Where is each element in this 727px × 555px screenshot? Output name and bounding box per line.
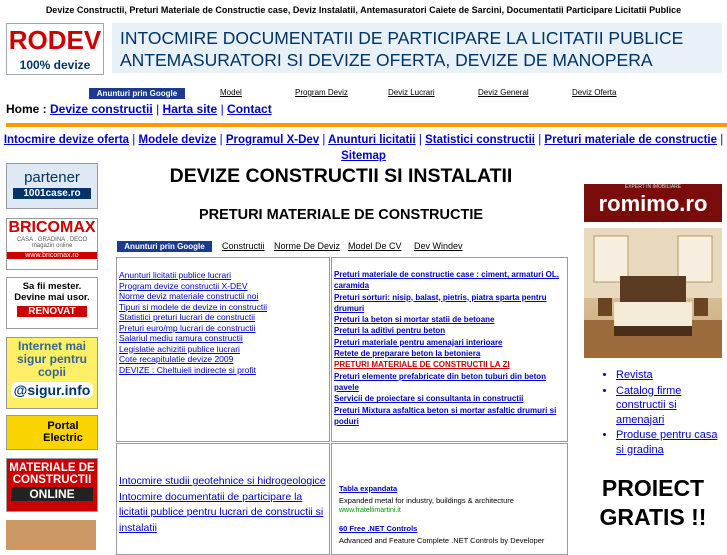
ad-proiect-gratis[interactable]: [584, 474, 722, 532]
ad-title-net-controls[interactable]: 60 Free .NET Controls: [339, 524, 418, 533]
list-item[interactable]: Cote recapitulatie devize 2009: [119, 354, 234, 364]
gtool-link-model-cv[interactable]: Model De CV: [348, 241, 402, 251]
separator: |: [220, 102, 224, 116]
toolbar-link-model[interactable]: Model: [220, 88, 242, 97]
right-links: [586, 368, 726, 458]
ad-bricomax-tag2: magazin online: [31, 243, 73, 249]
list-item[interactable]: Preturi materiale de constructie case : ciment, armaturi OL, caramida: [334, 270, 559, 291]
list-item[interactable]: Intocmire documentatii de participare la licitatii publice pentru lucrari de constructii si instalatii: [119, 490, 324, 534]
separator: |: [156, 102, 160, 116]
list-item[interactable]: Retete de preparare beton la betoniera: [334, 349, 481, 359]
ad-bottom-image[interactable]: [6, 520, 96, 550]
list-item-highlight[interactable]: PRETURI MATERIALE DE CONSTRUCTII LA ZI: [334, 360, 510, 370]
right-link-produse[interactable]: • Produse pentru casa si gradina: [616, 428, 726, 457]
list-item[interactable]: Preturi Mixtura asfaltica beton si mortar asfaltic drumuri si poduri: [334, 405, 557, 426]
links-box-devize: [116, 257, 330, 442]
ad-materiale-online: ONLINE: [11, 487, 93, 501]
orange-divider: [6, 123, 727, 127]
nav-statistici-constructii[interactable]: Statistici constructii: [425, 134, 536, 146]
ad-bricomax-name: BRICOMAX: [8, 219, 96, 236]
breadcrumb: [6, 102, 272, 116]
breadcrumb-harta-site[interactable]: Harta site: [162, 102, 218, 116]
banner-line-1: INTOCMIRE DOCUMENTATII DE PARTICIPARE LA LICITATII PUBLICE: [120, 28, 684, 48]
ad-romimo[interactable]: [584, 184, 722, 222]
ad-bricomax[interactable]: [6, 218, 98, 270]
ad-materiale-text: MATERIALE DE CONSTRUCTII: [9, 462, 95, 486]
ad-partener-1001case[interactable]: [6, 163, 98, 209]
ad-portal-electric[interactable]: [6, 415, 98, 450]
rodev-logo[interactable]: [6, 23, 104, 75]
page-subtitle: PRETURI MATERIALE DE CONSTRUCTIE: [198, 207, 484, 223]
nav-modele-devize[interactable]: Modele devize: [138, 134, 217, 146]
breadcrumb-home: Home: [6, 102, 40, 116]
google-ads-button[interactable]: Anunturi prin Google: [89, 88, 185, 99]
toolbar-link-deviz-oferta[interactable]: Deviz Oferta: [572, 88, 617, 97]
breadcrumb-colon: :: [39, 102, 51, 116]
logo-name: RODEV: [8, 25, 102, 55]
toolbar-link-deviz-general[interactable]: Deviz General: [478, 88, 529, 97]
ad-partener-site: 1001case.ro: [13, 188, 91, 199]
breadcrumb-devize-constructii[interactable]: Devize constructii: [50, 102, 153, 116]
nav-intocmire-devize[interactable]: Intocmire devize oferta: [3, 134, 130, 146]
page-title: DEVIZE CONSTRUCTII SI INSTALATII: [169, 165, 513, 187]
google-text-ads-box: [331, 443, 568, 555]
nav-preturi-materiale[interactable]: Preturi materiale de constructie: [544, 134, 717, 146]
toolbar-link-program-deviz[interactable]: Program Deviz: [295, 88, 348, 97]
list-item[interactable]: Legislatie achizitii publice lucrari: [119, 343, 240, 354]
list-item[interactable]: Preturi sorturi: nisip, balast, pietris, piatra sparta pentru drumuri: [334, 292, 547, 313]
right-link-revista[interactable]: • Revista: [616, 368, 726, 383]
top-google-toolbar: [0, 88, 727, 99]
nav-programul-xdev[interactable]: Programul X-Dev: [225, 134, 320, 146]
top-title: Devize Constructii, Preturi Materiale de Constructie case, Deviz Instalatii, Antemasuratori Caiete de Sarcini, Documentatii Participare Licitatii Publice: [45, 5, 682, 15]
logo-tagline: 100% devize: [19, 58, 91, 72]
ad-sigur-info[interactable]: [6, 337, 98, 409]
proiect-line-1: PROIECT: [601, 475, 705, 501]
gtool-link-dev-windev[interactable]: Dev Windev: [414, 241, 463, 251]
romimo-name: romimo.ro: [598, 191, 708, 216]
proiect-line-2: GRATIS !!: [599, 504, 707, 530]
list-item[interactable]: Anunturi licitatii publice lucrari: [119, 270, 231, 280]
list-item[interactable]: Preturi euro/mp lucrari de constructii: [119, 322, 256, 333]
romimo-tagline: EXPERT IN IMOBILIARE: [624, 184, 682, 190]
ad-renovat-text: Sa fii mester. Devine mai usor.: [14, 281, 90, 303]
ad-portal-text: Portal Electric: [43, 420, 83, 444]
ad-renovat[interactable]: [6, 277, 98, 329]
ad-sigur-name: @sigur.info: [11, 382, 93, 398]
ad-materiale-constructii-online[interactable]: [6, 458, 98, 512]
list-item[interactable]: Servicii de proiectare si consultanta in constructii: [334, 394, 524, 404]
list-item[interactable]: Program devize constructii X-DEV: [119, 280, 248, 291]
ad-title-tabla[interactable]: Tabla expandata: [339, 484, 398, 493]
list-item[interactable]: Salariul mediu ramura constructii: [119, 333, 243, 343]
list-item[interactable]: Norme deviz materiale constructii noi: [119, 291, 259, 301]
list-item[interactable]: DEVIZE : Cheltuieli indirecte si profit: [119, 364, 256, 375]
ad-desc-tabla: Expanded metal for industry, buildings & architecture: [339, 496, 514, 505]
list-item[interactable]: Intocmire studii geotehnice si hidrogeologice: [119, 475, 326, 487]
list-item[interactable]: Preturi la beton si mortar statii de betoane: [334, 315, 495, 325]
right-link-catalog[interactable]: • Catalog firme constructii si amenajari: [616, 384, 726, 428]
links-box-studii: [116, 443, 330, 555]
list-item[interactable]: Preturi la aditivi pentru beton: [334, 326, 446, 336]
gtool-link-constructii[interactable]: Constructii: [222, 241, 265, 251]
ad-bricomax-url: www.bricomax.ro: [7, 252, 97, 259]
ad-renovat-name: RENOVAT: [17, 306, 87, 317]
nav-sitemap[interactable]: Sitemap: [341, 150, 386, 162]
breadcrumb-contact[interactable]: Contact: [227, 102, 272, 116]
list-item[interactable]: Tipuri si modele de devize in constructii: [119, 301, 268, 312]
ad-partener-label: partener: [24, 169, 80, 186]
ad-desc-net-controls: Advanced and Feature Complete .NET Controls by Developer: [339, 536, 545, 545]
category-nav: Intocmire devize oferta | Modele devize | Programul X-Dev | Anunturi licitatii | Statistici constructii | Preturi materiale de constructie | Sitemap: [3, 134, 724, 162]
header-banner: [112, 23, 722, 73]
list-item[interactable]: Preturi elemente prefabricate din beton tuburi din beton pavele: [334, 371, 547, 392]
links-box-preturi: [331, 257, 568, 442]
toolbar-link-deviz-lucrari[interactable]: Deviz Lucrari: [388, 88, 435, 97]
gtool-link-norme[interactable]: Norme De Deviz: [274, 241, 341, 251]
banner-line-2: ANTEMASURATORI SI DEVIZE OFERTA, DEVIZE DE MANOPERA: [120, 50, 653, 70]
bedroom-photo[interactable]: [584, 228, 722, 358]
ad-bricomax-tag: CASA . GRADINA . DECO: [16, 237, 88, 243]
nav-anunturi-licitatii[interactable]: Anunturi licitatii: [328, 134, 416, 146]
list-item[interactable]: Preturi materiale pentru amenajari interioare: [334, 337, 503, 347]
google-ads-button-2[interactable]: Anunturi prin Google: [117, 241, 212, 252]
bedroom-illustration: [584, 228, 722, 358]
ad-sigur-text: Internet mai sigur pentru copii: [16, 339, 87, 379]
list-item[interactable]: Statistici preturi lucrari de constructii: [119, 312, 256, 322]
ad-url-tabla[interactable]: www.fratellimartini.it: [339, 507, 401, 514]
